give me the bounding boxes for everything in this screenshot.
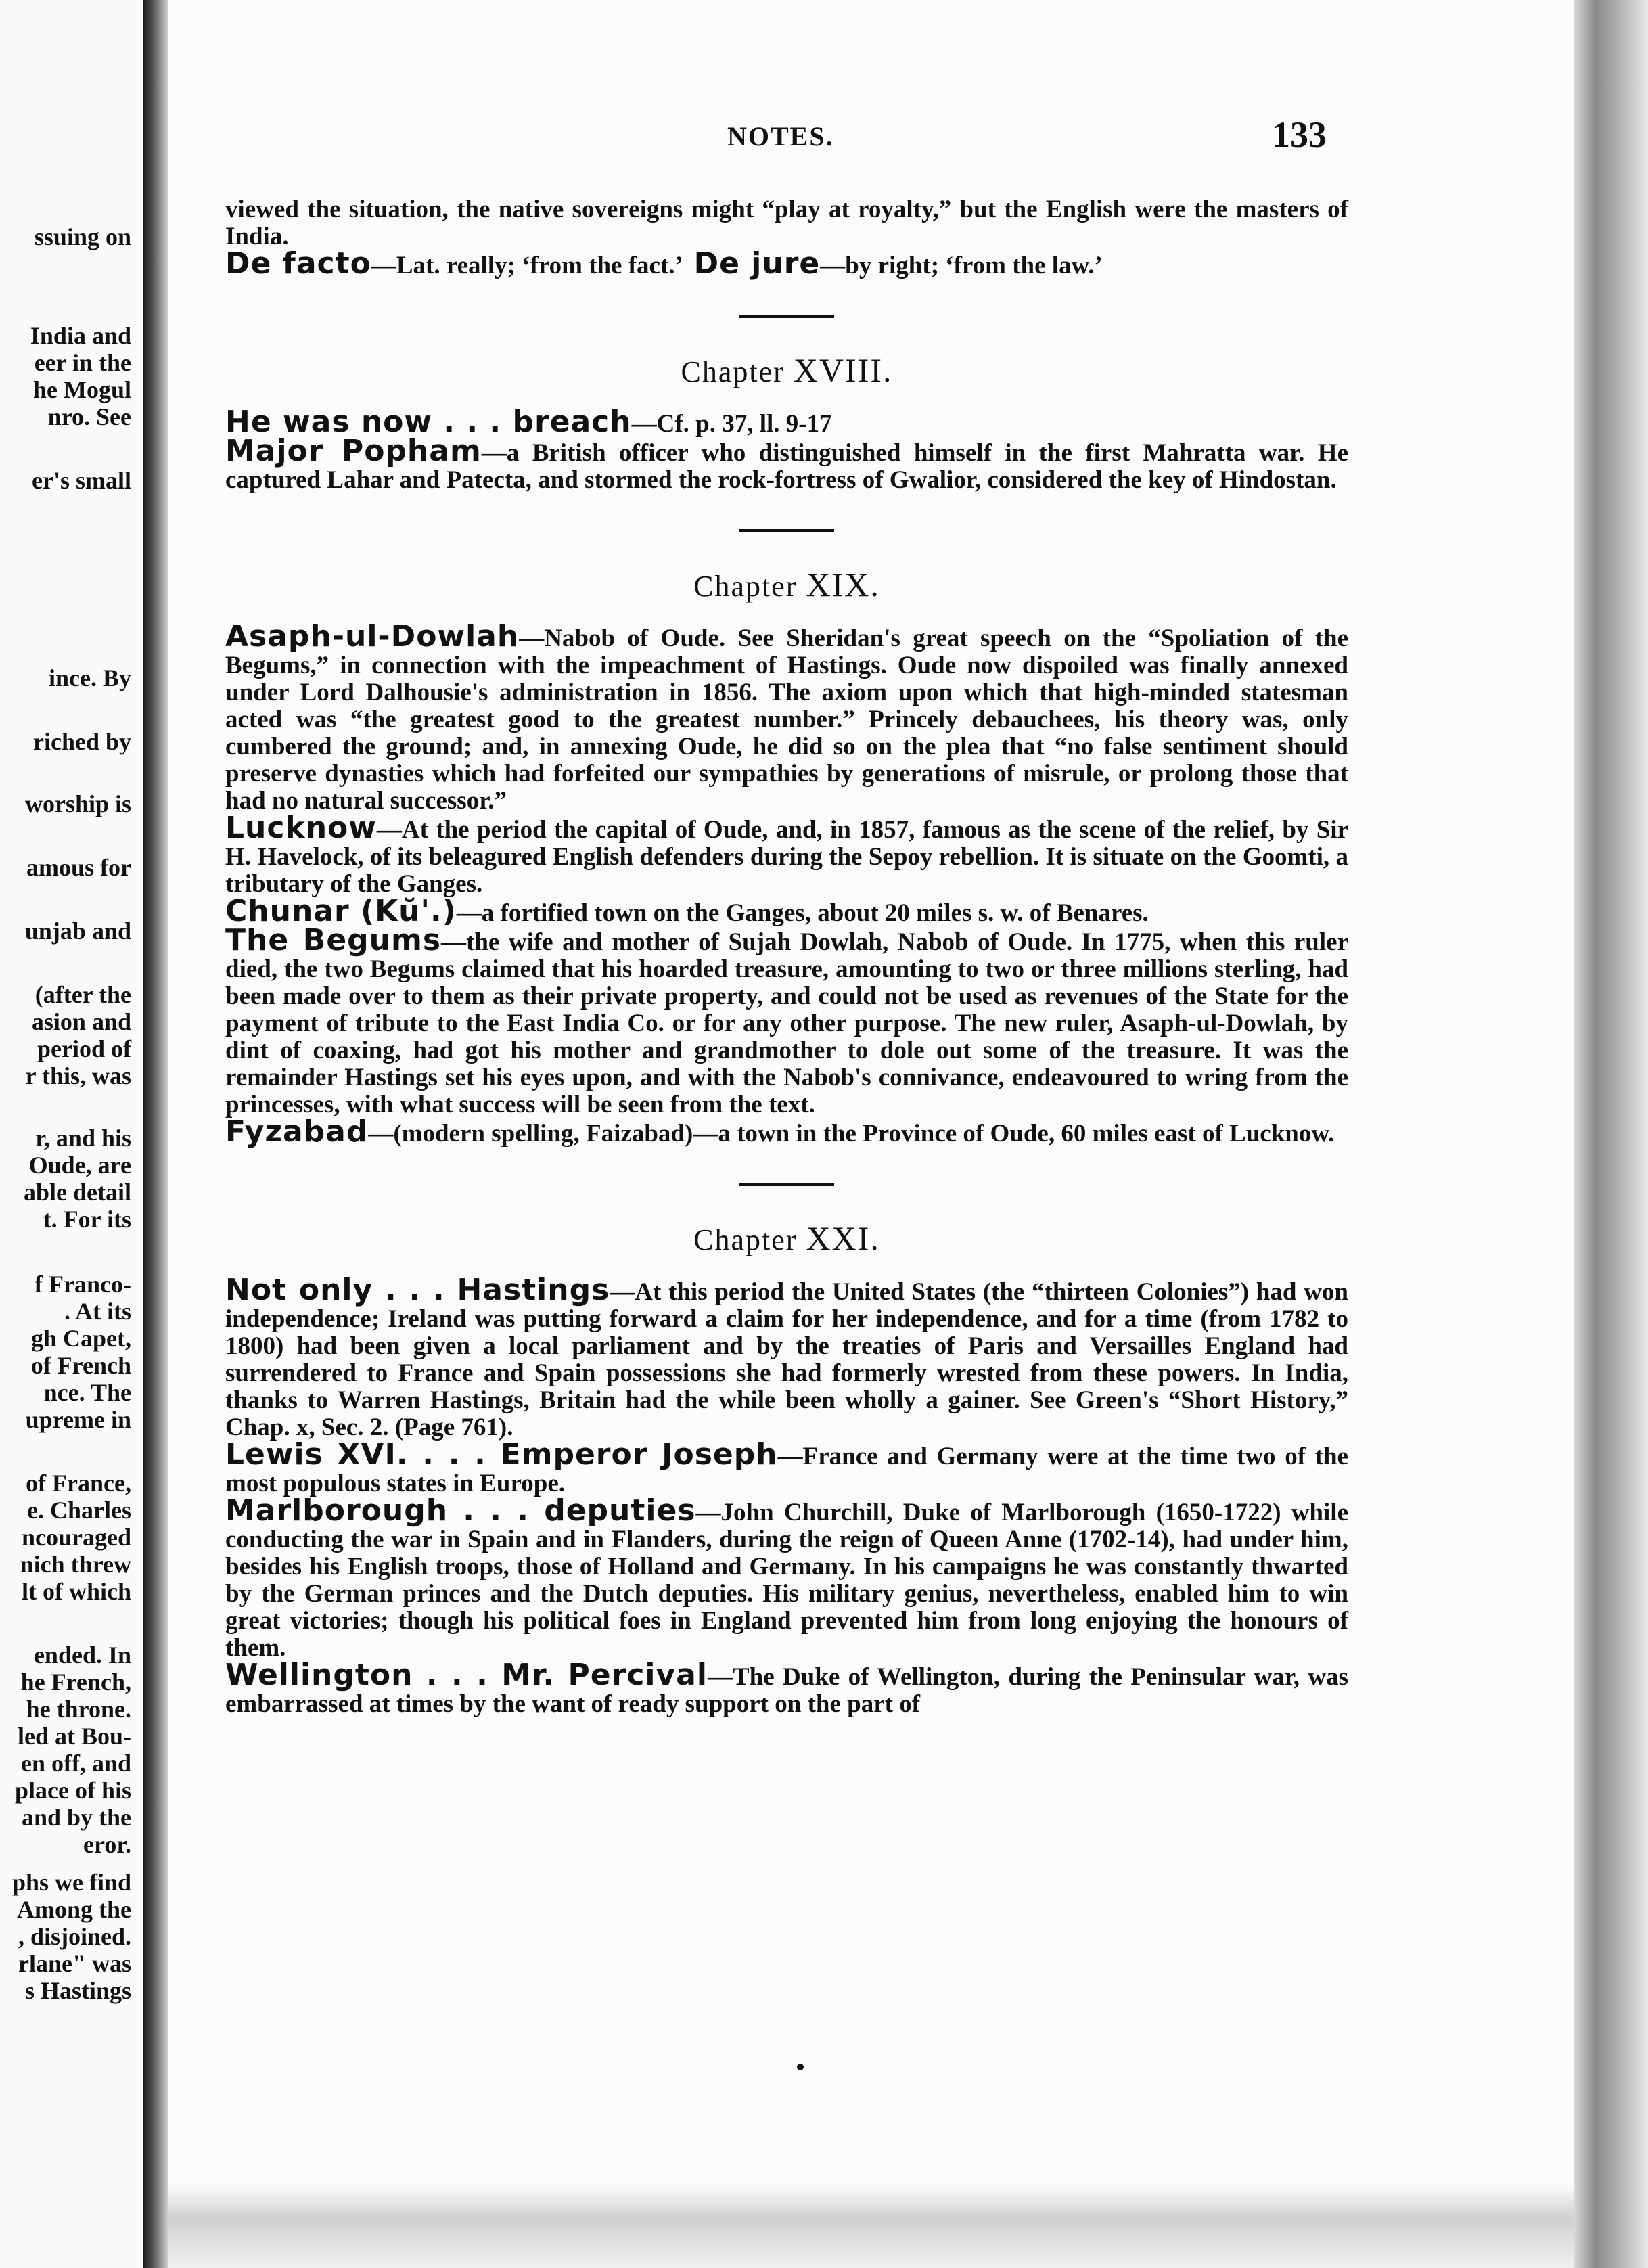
book-gutter — [143, 0, 168, 2268]
entry-text: —Lat. really; ‘from the fact.’ — [371, 252, 682, 279]
entry-term: He was now . . . breach — [225, 405, 632, 439]
left-fragment: r, and his — [35, 1125, 131, 1152]
left-fragment: en off, and — [20, 1750, 131, 1777]
note-entry — [225, 811, 1348, 898]
left-fragment: riched by — [32, 728, 131, 755]
left-fragment: of French — [30, 1352, 131, 1379]
note-entry — [225, 1437, 1348, 1497]
left-fragment: asion and — [31, 1008, 131, 1035]
left-fragment: nce. The — [43, 1379, 131, 1406]
left-fragment: phs we find — [12, 1869, 131, 1896]
left-fragment: ssuing on — [34, 223, 131, 250]
entry-term: De jure — [693, 246, 821, 281]
entry-term: Lucknow — [225, 811, 377, 845]
chapter-number: XIX. — [806, 566, 880, 604]
note-entry — [225, 434, 1348, 494]
note-entry — [225, 1493, 1348, 1662]
intro-paragraph — [225, 196, 1348, 250]
latin-terms-line — [225, 246, 1348, 281]
note-entry — [225, 1658, 1348, 1718]
left-fragment: he throne. — [26, 1696, 131, 1723]
left-fragment: t. For its — [43, 1206, 131, 1233]
note-entry — [225, 619, 1348, 815]
running-header: NOTES. — [727, 121, 834, 152]
section-divider — [739, 529, 834, 532]
section-divider — [739, 315, 834, 318]
left-fragment: er's small — [32, 467, 131, 494]
left-fragment: lt of which — [22, 1578, 131, 1605]
left-fragment: ncouraged — [22, 1524, 131, 1551]
left-fragment: he Mogul — [32, 376, 131, 403]
printer-mark — [797, 2064, 804, 2070]
entry-text: —by right; ‘from the law.’ — [820, 252, 1103, 279]
entry-term: Lewis XVI. . . . Emperor Joseph — [225, 1437, 778, 1472]
entry-term: Major Popham — [225, 434, 482, 468]
previous-page-edge — [0, 0, 143, 2268]
chapter-heading — [225, 565, 1348, 604]
entry-term: De facto — [225, 246, 371, 281]
left-fragment: able detail — [24, 1179, 131, 1206]
left-fragment: nich threw — [20, 1551, 131, 1578]
notes-body — [225, 196, 1348, 1718]
left-fragment: (after the — [35, 981, 131, 1008]
entry-text: —France and Germany were at the time two of the most populous states in Europe. — [225, 1443, 1348, 1497]
left-fragment: e. Charles — [27, 1497, 131, 1524]
left-fragment: led at Bou- — [17, 1723, 131, 1750]
left-fragment: eror. — [83, 1831, 131, 1858]
left-fragment: worship is — [24, 790, 131, 817]
left-fragment: of France, — [26, 1470, 131, 1497]
entry-text: —Cf. p. 37, ll. 9-17 — [631, 410, 832, 438]
note-entry — [225, 923, 1348, 1118]
chapter-heading — [225, 350, 1348, 390]
entry-text: —(modern spelling, Faizabad)—a town in the Province of Oude, 60 miles east of Lucknow. — [368, 1120, 1335, 1148]
left-fragment: r this, was — [25, 1062, 131, 1089]
entry-text: —Nabob of Oude. See Sheridan's great speech on the “Spoliation of the Begums,” in connection with the impeachment of Hastings. Oude now dispoiled was finally annexed under Lord Dalhousie's administration in 1856. The axiom upon which that high-minded statesman acted was “the greatest good to the greatest number.” Princely debauchees, his theory was, only cumbered the ground; and, in annexing Oude, he did so on the plea that “no false sentiment should preserve dynasties which had forfeited our sympathies by generations of misrule, or prolong those that had no natural successor.” — [225, 625, 1348, 815]
entry-text: —the wife and mother of Sujah Dowlah, Nabob of Oude. In 1775, when this ruler died, the two Begums claimed that his hoarded treasure, amounting to two or three millions sterling, had been made over to them as their private property, and could not be used as revenues of the State for the payment of tribute to the East India Co. or for any other purpose. The new ruler, Asaph-ul-Dowlah, by dint of coaxing, had got his mother and grandmother to dole out some of the treasure. It was the remainder Hastings set his eyes upon, and with the Nabob's connivance, endeavoured to wring from the princesses, with what success will be seen from the text. — [225, 928, 1348, 1118]
left-fragment: eer in the — [34, 349, 131, 376]
note-entry — [225, 1114, 1348, 1149]
left-fragment: ince. By — [49, 664, 131, 691]
entry-text: —a fortified town on the Ganges, about 20 miles s. w. of Benares. — [456, 899, 1149, 927]
entry-text: —At this period the United States (the “thirteen Colonies”) had won independence; Ireland was putting forward a claim for her independence, and for a time (from 1782 to 1800) had been given a local parliament and by the treaties of Paris and Versailles England had surrendered to France and Spain possessions she had formerly wrested from these powers. In India, thanks to Warren Hastings, Britain had the while been wholly a gainer. See Green's “Short History,” Chap. x, Sec. 2. (Page 761). — [225, 1278, 1348, 1441]
entry-text: —At the period the capital of Oude, and, in 1857, famous as the scene of the relief, by Sir H. Havelock, of its beleagured English defenders during the Sepoy rebellion. It is situate on the Goomti, a tributary of the Ganges. — [225, 816, 1348, 898]
entry-term: Chunar (Kŭ'.) — [225, 894, 457, 928]
entry-text: —The Duke of Wellington, during the Peninsular war, was embarrassed at times by the want of ready support on the part of — [225, 1663, 1348, 1718]
left-fragment: nro. See — [47, 403, 131, 430]
chapter-number: XXI. — [806, 1219, 880, 1257]
entry-term: Not only . . . Hastings — [225, 1273, 610, 1307]
left-fragment: . At its — [64, 1298, 131, 1325]
left-fragment: s Hastings — [24, 1977, 131, 2004]
section-divider — [739, 1183, 834, 1186]
left-fragment: amous for — [26, 854, 131, 881]
chapter-word: Chapter — [681, 355, 785, 388]
left-fragment: Oude, are — [28, 1152, 131, 1179]
left-fragment: he French, — [20, 1669, 131, 1696]
entry-term: The Begums — [225, 923, 442, 957]
entry-text: —John Churchill, Duke of Marlborough (1650-1722) while conducting the war in Spain and in Flanders, during the reign of Queen Anne (1702-14), had under him, besides his English troops, those of Holland and Germany. In his campaigns he was constantly thwarted by the German princes and the Dutch deputies. His military genius, nevertheless, enabled him to win great victories; though his political foes in England prevented him from long enjoying the honours of them. — [225, 1499, 1348, 1662]
left-fragment: India and — [30, 322, 131, 349]
page-edge-right — [1574, 0, 1648, 2268]
left-fragment: , disjoined. — [18, 1923, 131, 1950]
entry-term: Wellington . . . Mr. Percival — [225, 1658, 708, 1692]
entry-text: —a British officer who distinguished himself in the first Mahratta war. He captured Lahar and Patecta, and stormed the rock-fortress of Gwalior, considered the key of Hindostan. — [225, 439, 1348, 494]
left-fragment: upreme in — [25, 1406, 131, 1433]
intro-text: viewed the situation, the native sovereigns might “play at royalty,” but the English were the masters of India. — [225, 196, 1348, 250]
chapter-word: Chapter — [693, 1223, 798, 1256]
left-fragment: ended. In — [33, 1641, 131, 1669]
left-fragment: unjab and — [24, 917, 131, 945]
entry-term: Fyzabad — [225, 1114, 369, 1149]
note-entry — [225, 1273, 1348, 1441]
chapter-number: XVIII. — [793, 351, 893, 389]
left-fragment: place of his — [14, 1777, 131, 1804]
left-fragment: and by the — [21, 1804, 131, 1831]
left-fragment: rlane" was — [18, 1950, 131, 1977]
chapter-word: Chapter — [693, 570, 798, 603]
left-fragment: f Franco- — [35, 1271, 131, 1298]
left-fragment: gh Capet, — [30, 1325, 131, 1352]
left-fragment: period of — [37, 1035, 131, 1062]
chapter-heading — [225, 1219, 1348, 1258]
left-fragment: Among the — [17, 1896, 131, 1923]
page-number: 133 — [1272, 114, 1327, 155]
entry-term: Asaph-ul-Dowlah — [225, 619, 520, 654]
entry-term: Marlborough . . . deputies — [225, 1493, 696, 1528]
page-edge-bottom — [168, 2185, 1574, 2268]
